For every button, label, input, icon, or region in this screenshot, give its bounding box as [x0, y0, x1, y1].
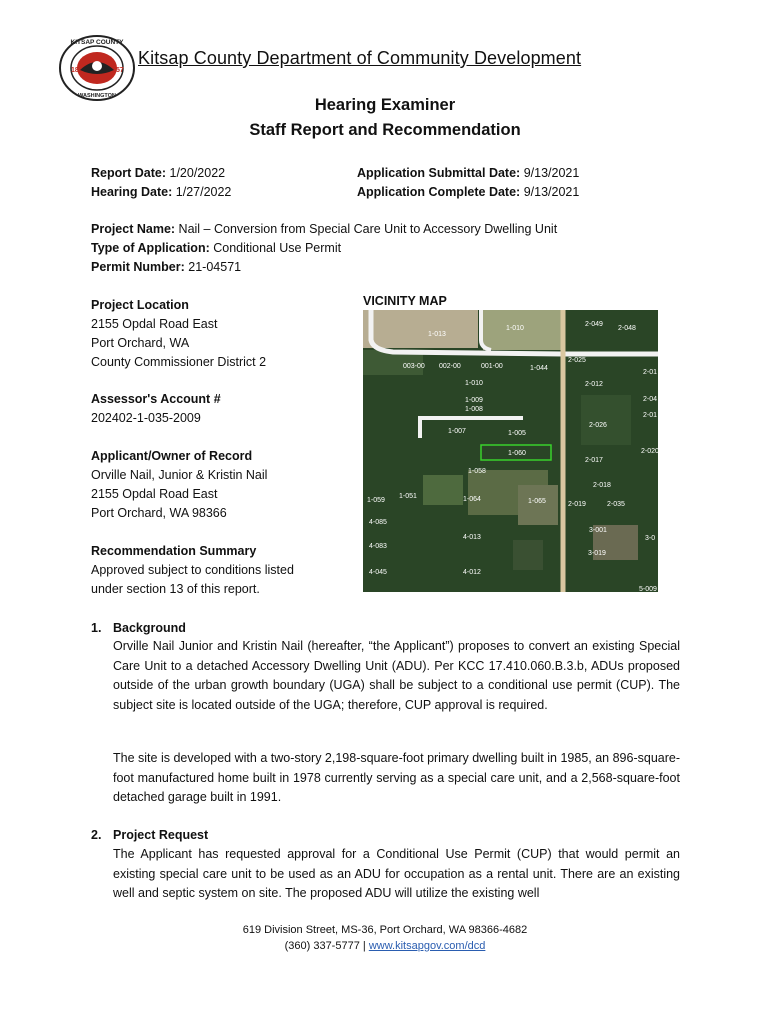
svg-text:2-048: 2-048	[618, 325, 636, 332]
permit-number-label: Permit Number:	[91, 260, 185, 274]
assessor-heading: Assessor's Account #	[91, 392, 221, 406]
section-2-number: 2.	[91, 828, 102, 842]
svg-text:1-044: 1-044	[530, 365, 548, 372]
report-date	[91, 164, 225, 183]
svg-text:4-045: 4-045	[369, 569, 387, 576]
submittal-date-label: Application Submittal Date:	[357, 166, 521, 180]
svg-text:4-013: 4-013	[463, 534, 481, 541]
svg-text:2-01: 2-01	[643, 369, 658, 376]
applicant-heading: Applicant/Owner of Record	[91, 449, 253, 463]
svg-text:1-065: 1-065	[528, 498, 546, 505]
project-name-label: Project Name:	[91, 222, 176, 236]
svg-text:1-010: 1-010	[465, 380, 483, 387]
svg-text:5-009: 5-009	[639, 586, 657, 592]
submittal-date	[357, 164, 579, 183]
recommendation-line: Approved subject to conditions listed	[91, 563, 294, 577]
svg-text:2-019: 2-019	[568, 501, 586, 508]
section-2-paragraph-1: The Applicant has requested approval for a Conditional Use Permit (CUP) that would permit an existing special care unit to be used as an ADU for occupation as a rental unit. There are an existing well and septic system on site. The proposed ADU will utilize the existing well	[113, 847, 680, 900]
complete-date-label: Application Complete Date:	[357, 185, 521, 199]
footer-contact	[0, 938, 770, 954]
application-type	[91, 239, 341, 258]
permit-number	[91, 258, 241, 277]
seal-year-right: 57	[116, 67, 124, 74]
county-seal-logo	[58, 34, 136, 102]
svg-text:1-051: 1-051	[399, 493, 417, 500]
applicant-line: 2155 Opdal Road East	[91, 487, 218, 501]
svg-text:1-060: 1-060	[508, 450, 526, 457]
submittal-date-value: 9/13/2021	[523, 166, 580, 180]
report-title-line2: Staff Report and Recommendation	[249, 121, 521, 139]
svg-text:2-017: 2-017	[585, 457, 603, 464]
footer-phone: (360) 337-5777	[284, 940, 360, 952]
svg-text:2-01: 2-01	[643, 412, 658, 419]
application-type-value: Conditional Use Permit	[213, 241, 342, 255]
recommendation-line: under section 13 of this report.	[91, 582, 260, 596]
department-title: Kitsap County Department of Community Development	[138, 48, 582, 68]
section-1-paragraph-2: The site is developed with a two-story 2,198-square-foot primary dwelling built in 1985, an 896-square-foot manufactured home built in 1978 currently serving as a special care unit, and a 2,568-square-foot detached garage built in 1991.	[113, 751, 680, 804]
svg-text:001-00: 001-00	[481, 363, 503, 370]
section-1-heading: Background	[113, 621, 186, 635]
location-line: 2155 Opdal Road East	[91, 317, 218, 331]
complete-date-value: 9/13/2021	[523, 185, 580, 199]
application-type-label: Type of Application:	[91, 241, 210, 255]
applicant-owner	[91, 447, 351, 523]
svg-text:4-083: 4-083	[369, 543, 387, 550]
svg-text:4-012: 4-012	[463, 569, 481, 576]
svg-text:2-04: 2-04	[643, 396, 658, 403]
recommendation-heading: Recommendation Summary	[91, 544, 257, 558]
project-location-heading: Project Location	[91, 298, 189, 312]
vicinity-map	[363, 310, 658, 592]
permit-number-value: 21-04571	[188, 260, 242, 274]
footer-address: 619 Division Street, MS-36, Port Orchard, WA 98366-4682	[242, 924, 528, 936]
hearing-date-label: Hearing Date:	[91, 185, 173, 199]
seal-year-left: 18	[71, 67, 79, 74]
location-line: County Commissioner District 2	[91, 355, 267, 369]
svg-text:3-0: 3-0	[645, 535, 656, 542]
assessor-account	[91, 390, 351, 428]
svg-text:2-025: 2-025	[568, 357, 586, 364]
recommendation-summary	[91, 542, 351, 599]
svg-text:002-00: 002-00	[439, 363, 461, 370]
svg-text:003-00: 003-00	[403, 363, 425, 370]
section-1-number: 1.	[91, 621, 102, 635]
svg-text:2-018: 2-018	[593, 482, 611, 489]
svg-text:1-005: 1-005	[508, 430, 526, 437]
svg-text:2-035: 2-035	[607, 501, 625, 508]
svg-text:1-064: 1-064	[463, 496, 481, 503]
svg-text:1-008: 1-008	[465, 406, 483, 413]
project-name-value: Nail – Conversion from Special Care Unit to Accessory Dwelling Unit	[178, 222, 558, 236]
svg-text:1-009: 1-009	[465, 397, 483, 404]
svg-text:2-026: 2-026	[589, 422, 607, 429]
section-2-heading: Project Request	[113, 828, 209, 842]
svg-text:1-010: 1-010	[506, 325, 524, 332]
svg-text:2-049: 2-049	[585, 321, 603, 328]
website-link[interactable]: www.kitsapgov.com/dcd	[368, 940, 486, 952]
svg-text:1-058: 1-058	[468, 468, 486, 475]
svg-text:3-001: 3-001	[589, 527, 607, 534]
vicinity-map-heading: VICINITY MAP	[363, 294, 447, 308]
svg-text:1-007: 1-007	[448, 428, 466, 435]
svg-text:2-020: 2-020	[641, 448, 658, 455]
svg-text:2-012: 2-012	[585, 381, 603, 388]
svg-text:3-019: 3-019	[588, 550, 606, 557]
hearing-date	[91, 183, 231, 202]
seal-ring-top: KITSAP COUNTY	[70, 39, 124, 46]
svg-text:4-085: 4-085	[369, 519, 387, 526]
assessor-value: 202402-1-035-2009	[91, 411, 201, 425]
seal-ring-bottom: WASHINGTON	[78, 93, 116, 99]
svg-text:1-059: 1-059	[367, 497, 385, 504]
section-1-paragraph-1: Orville Nail Junior and Kristin Nail (hereafter, “the Applicant”) proposes to convert an existing Special Care Unit to a detached Accessory Dwelling Unit (ADU). Per KCC 17.410.060.B.3.b, ADUs proposed outside of the urban growth boundary (UGA) shall be subject to a conditional use permit (CUP). The subject site is located outside of the UGA; therefore, CUP approval is required.	[113, 639, 680, 712]
footer-separator: |	[362, 940, 366, 952]
complete-date	[357, 183, 579, 202]
project-location	[91, 296, 351, 372]
report-title-line1: Hearing Examiner	[314, 96, 456, 114]
svg-text:1-013: 1-013	[428, 331, 446, 338]
applicant-line: Port Orchard, WA 98366	[91, 506, 227, 520]
location-line: Port Orchard, WA	[91, 336, 190, 350]
report-date-value: 1/20/2022	[169, 166, 226, 180]
applicant-line: Orville Nail, Junior & Kristin Nail	[91, 468, 268, 482]
report-date-label: Report Date:	[91, 166, 167, 180]
project-name	[91, 220, 557, 239]
hearing-date-value: 1/27/2022	[175, 185, 232, 199]
